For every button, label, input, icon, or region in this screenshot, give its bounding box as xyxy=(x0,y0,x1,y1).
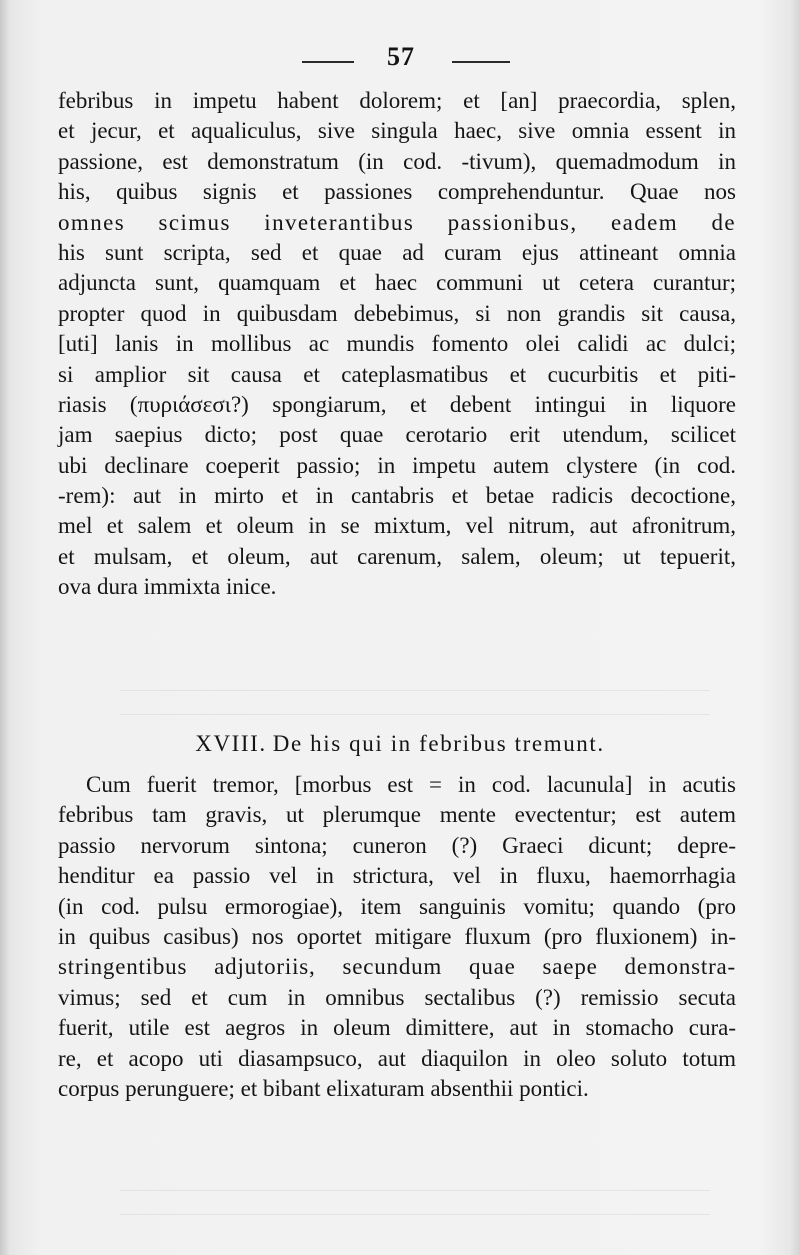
text-line: et jecur, et aqualiculus, sive singula haec, sive omnia essent in xyxy=(58,118,736,144)
text-line: mel et salem et oleum in se mixtum, vel nitrum, aut afronitrum, xyxy=(58,513,736,539)
text-line: in quibus casibus) nos oportet mitigare fluxum (pro fluxionem) in- xyxy=(58,923,736,949)
paragraph-section xyxy=(58,770,736,1104)
page-header xyxy=(0,42,800,78)
text-line: passio nervorum sintona; cuneron (?) Graeci dicunt; depre- xyxy=(58,832,736,858)
text-line: -rem): aut in mirto et in cantabris et betae radicis decoctione, xyxy=(58,483,736,509)
bleed-through-shadow xyxy=(120,1190,710,1191)
text-line: febribus in impetu habent dolorem; et [an] praecordia, splen, xyxy=(58,88,736,113)
text-line: [uti] lanis in mollibus ac mundis fomento olei calidi ac dulci; xyxy=(58,331,736,357)
text-line: passione, est demonstratum (in cod. -tivum), quemadmodum in xyxy=(58,148,736,174)
text-line: omnes scimus inveterantibus passionibus, eadem de xyxy=(58,209,736,235)
text-line: fuerit, utile est aegros in oleum dimittere, aut in stomacho cura- xyxy=(58,1015,736,1041)
bleed-through-shadow xyxy=(120,1214,710,1215)
section-heading xyxy=(0,728,800,760)
text-line: Cum fuerit tremor, [morbus est = in cod. lacunula] in acutis xyxy=(86,772,736,797)
text-line: his, quibus signis et passiones comprehenduntur. Quae nos xyxy=(58,179,736,205)
text-line: febribus tam gravis, ut plerumque mente evectentur; est autem xyxy=(58,802,736,828)
bleed-through-shadow xyxy=(120,714,710,715)
text-line: vimus; sed et cum in omnibus sectalibus (?) remissio secuta xyxy=(58,984,736,1010)
text-line: adjuncta sunt, quamquam et haec communi ut cetera curantur; xyxy=(58,270,736,296)
text-line: (in cod. pulsu ermorogiae), item sanguinis vomitu; quando (pro xyxy=(58,893,736,919)
text-line: ova dura immixta inice. xyxy=(58,574,277,600)
section-numeral: XVIII. xyxy=(195,731,267,756)
text-line: propter quod in quibusdam debebimus, si non grandis sit causa, xyxy=(58,300,736,326)
text-line: riasis (πυριάσεσι?) spongiarum, et debent intingui in liquore xyxy=(58,391,736,417)
text-line: jam saepius dicto; post quae cerotario erit utendum, scilicet xyxy=(58,422,736,448)
section-title: De his qui in febribus tremunt. xyxy=(272,731,605,756)
text-line: ubi declinare coeperit passio; in impetu autem clystere (in cod. xyxy=(58,452,736,478)
text-line: stringentibus adjutoriis, secundum quae saepe demonstra- xyxy=(58,954,736,980)
header-rule-right xyxy=(452,61,510,63)
text-line: si amplior sit causa et cateplasmatibus et cucurbitis et piti- xyxy=(58,361,736,387)
text-line: his sunt scripta, sed et quae ad curam ejus attineant omnia xyxy=(58,239,736,265)
paragraph-continued xyxy=(58,86,736,603)
text-line: corpus perunguere; et bibant elixaturam absenthii pontici. xyxy=(58,1075,589,1101)
header-rule-left xyxy=(302,61,354,63)
text-line: re, et acopo uti diasampsuco, aut diaquilon in oleo soluto totum xyxy=(58,1045,736,1071)
text-line: henditur ea passio vel in strictura, vel in fluxu, haemorrhagia xyxy=(58,863,736,889)
bleed-through-shadow xyxy=(120,690,710,691)
page-number: 57 xyxy=(387,42,415,71)
text-line: et mulsam, et oleum, aut carenum, salem, oleum; ut tepuerit, xyxy=(58,543,736,569)
